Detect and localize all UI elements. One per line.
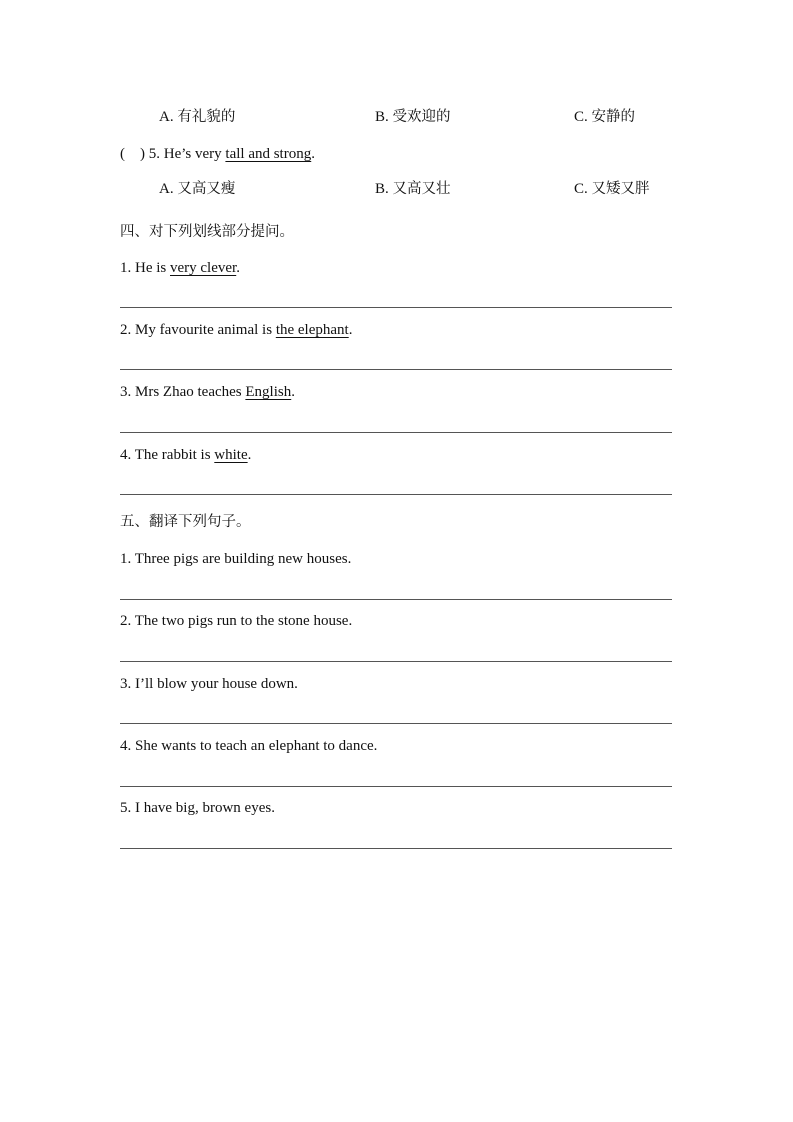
question-text: 5. He’s very: [148, 146, 226, 162]
s5-item-2: 2. The two pigs run to the stone house.: [120, 613, 353, 629]
item-text: 4. The rabbit is: [120, 447, 215, 463]
item-text: 3. Mrs Zhao teaches: [120, 384, 246, 400]
answer-line[interactable]: [120, 307, 672, 308]
option-letter: A.: [159, 181, 174, 197]
option-letter: B.: [375, 181, 389, 197]
option-text: 又高又壮: [392, 181, 451, 197]
answer-line[interactable]: [120, 369, 672, 370]
s4-item-3: [120, 382, 295, 402]
option-letter: A.: [159, 109, 174, 125]
option-letter: B.: [375, 109, 389, 125]
item-text: 1. He is: [120, 260, 170, 276]
answer-line[interactable]: [120, 494, 672, 495]
underlined-text: white: [214, 447, 248, 463]
option-text: 有礼貌的: [177, 109, 236, 125]
q4-option-c: [574, 107, 635, 127]
punctuation: .: [291, 384, 295, 400]
s4-item-1: [120, 258, 240, 278]
option-text: 又高又瘦: [177, 181, 236, 197]
s5-item-5: 5. I have big, brown eyes.: [120, 800, 275, 816]
option-letter: C.: [574, 181, 588, 197]
q5-option-c: [574, 179, 650, 199]
answer-line[interactable]: [120, 848, 672, 849]
punctuation: .: [236, 260, 240, 276]
option-text: 受欢迎的: [392, 109, 451, 125]
option-letter: C.: [574, 109, 588, 125]
answer-line[interactable]: [120, 786, 672, 787]
underlined-text: very clever: [170, 260, 237, 276]
answer-blank: ( ): [120, 146, 145, 162]
answer-line[interactable]: [120, 599, 672, 600]
punctuation: .: [311, 146, 315, 162]
question-5: [120, 144, 315, 164]
s5-item-1: 1. Three pigs are building new houses.: [120, 551, 352, 567]
option-text: 安静的: [591, 109, 636, 125]
underlined-text: the elephant: [275, 322, 349, 338]
answer-line[interactable]: [120, 723, 672, 724]
punctuation: .: [348, 322, 353, 338]
answer-line[interactable]: [120, 432, 672, 433]
answer-line[interactable]: [120, 661, 672, 662]
q4-option-a: [159, 107, 235, 127]
q5-option-a: [159, 179, 235, 199]
item-text: 2. My favourite animal is: [120, 322, 276, 338]
q5-option-b: [375, 179, 451, 199]
punctuation: .: [247, 447, 252, 463]
s4-item-2: [120, 320, 352, 340]
section-5-heading: 五、翻译下列句子。: [120, 514, 251, 530]
underlined-text: English: [245, 384, 292, 400]
section-4-heading: 四、对下列划线部分提问。: [120, 224, 294, 240]
s4-item-4: [120, 445, 251, 465]
underlined-text: tall and strong: [225, 146, 312, 162]
s5-item-4: 4. She wants to teach an elephant to dance.: [120, 738, 378, 754]
option-text: 又矮又胖: [591, 181, 650, 197]
q4-option-b: [375, 107, 451, 127]
s5-item-3: 3. I’ll blow your house down.: [120, 676, 298, 692]
